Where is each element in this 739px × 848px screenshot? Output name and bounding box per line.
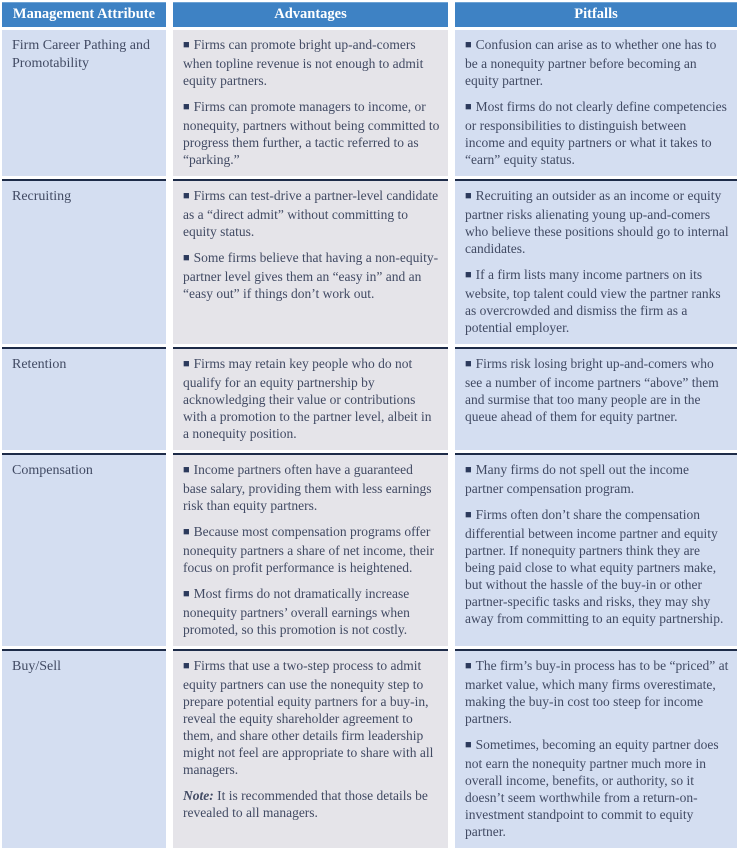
bullet-item: ■ If a firm lists many income partners on its website, top talent could view the partner ranks as overcrowded and dismiss the firm as a potential employer. bbox=[465, 267, 721, 335]
table-row bbox=[2, 649, 737, 848]
attribute-cell bbox=[2, 179, 166, 344]
attribute-label: Recruiting bbox=[12, 189, 72, 204]
pitfalls-cell bbox=[455, 30, 737, 176]
header-advantages: Advantages bbox=[173, 2, 448, 27]
bullet-item: ■ Recruiting an outsider as an income or equity partner risks alienating young up-and-comers who believe these positions should go to internal candidates. bbox=[465, 188, 729, 256]
header-management-attribute: Management Attribute bbox=[2, 2, 166, 27]
bullet-item: ■ Confusion can arise as to whether one has to be a nonequity partner before becoming an equity partner. bbox=[465, 37, 717, 88]
advantages-cell bbox=[173, 347, 448, 450]
bullet-item: ■ Some firms believe that having a non-equity-partner level gives them an “easy in” and an “easy out” if things don’t work out. bbox=[183, 250, 439, 301]
attribute-cell bbox=[2, 453, 166, 646]
pitfalls-cell bbox=[455, 649, 737, 848]
square-bullet-icon: ■ bbox=[183, 588, 190, 600]
attribute-label: Buy/Sell bbox=[12, 659, 62, 674]
attribute-label: Compensation bbox=[12, 463, 93, 478]
pitfalls-cell bbox=[455, 179, 737, 344]
attribute-label: Firm Career Pathing and Promotability bbox=[12, 38, 151, 71]
square-bullet-icon: ■ bbox=[465, 269, 472, 281]
square-bullet-icon: ■ bbox=[183, 190, 190, 202]
bullet-item: ■ Many firms do not spell out the income partner compensation program. bbox=[465, 462, 689, 496]
square-bullet-icon: ■ bbox=[465, 660, 472, 672]
bullet-item: ■ Firms risk losing bright up-and-comers who see a number of income partners “above” them and surmise that too many people are in the queue ahead of them for equity partner. bbox=[465, 356, 719, 424]
pitfalls-cell bbox=[455, 347, 737, 450]
square-bullet-icon: ■ bbox=[465, 464, 472, 476]
square-bullet-icon: ■ bbox=[183, 252, 190, 264]
square-bullet-icon: ■ bbox=[465, 39, 472, 51]
table-row bbox=[2, 179, 737, 344]
attribute-cell bbox=[2, 649, 166, 848]
bullet-item: ■ Firms can test-drive a partner-level candidate as a “direct admit” without committing to equity status. bbox=[183, 188, 439, 239]
square-bullet-icon: ■ bbox=[183, 101, 190, 113]
advantages-cell bbox=[173, 179, 448, 344]
square-bullet-icon: ■ bbox=[465, 509, 472, 521]
bullet-item: ■ Because most compensation programs offer nonequity partners a share of net income, their focus on profit performance is heightened. bbox=[183, 524, 435, 575]
bullet-item: ■ Income partners often have a guaranteed base salary, providing them with less earnings risk than equity partners. bbox=[183, 462, 432, 513]
bullet-item: ■ Firms may retain key people who do not qualify for an equity partnership by acknowledging their value or contributions with a promotion to the partner level, albeit in a nonequity position. bbox=[183, 356, 432, 441]
square-bullet-icon: ■ bbox=[183, 358, 190, 370]
square-bullet-icon: ■ bbox=[465, 101, 472, 113]
square-bullet-icon: ■ bbox=[183, 526, 190, 538]
note-label: Note: bbox=[183, 788, 214, 803]
bullet-item: ■ Firms often don’t share the compensation differential between income partner and equity partner. If nonequity partners think they are being paid close to what equity partners make, but without the hassle of the buy-in or other partner-specific tasks and risks, they may shy away from committing to an equity partnership. bbox=[465, 507, 724, 626]
bullet-item: ■ Sometimes, becoming an equity partner does not earn the nonequity partner much more in overall income, benefits, or authority, so it doesn’t seem worthwhile from a return-on-investment standpoint to commit to equity partner. bbox=[465, 737, 719, 839]
note-paragraph: Note: It is recommended that those details be revealed to all managers. bbox=[183, 788, 428, 820]
bullet-item: ■ Firms can promote managers to income, or nonequity, partners without being committed to progress them further, a tactic referred to as “parking.” bbox=[183, 99, 440, 167]
comparison-table bbox=[2, 2, 737, 848]
advantages-cell bbox=[173, 30, 448, 176]
square-bullet-icon: ■ bbox=[465, 358, 472, 370]
square-bullet-icon: ■ bbox=[183, 39, 190, 51]
advantages-cell bbox=[173, 649, 448, 848]
square-bullet-icon: ■ bbox=[183, 464, 190, 476]
attribute-label: Retention bbox=[12, 357, 67, 372]
bullet-item: ■ Firms can promote bright up-and-comers when topline revenue is not enough to admit equity partners. bbox=[183, 37, 424, 88]
square-bullet-icon: ■ bbox=[465, 739, 472, 751]
pitfalls-cell bbox=[455, 453, 737, 646]
table-row bbox=[2, 30, 737, 176]
bullet-item: ■ Most firms do not clearly define competencies or responsibilities to distinguish between income and equity partners or what it takes to “earn” equity status. bbox=[465, 99, 727, 167]
bullet-item: ■ Firms that use a two-step process to admit equity partners can use the nonequity step to prepare potential equity partners for a buy-in, reveal the equity shareholder agreement to them, and share other details firm leadership might not feel are appropriate to share with all managers. bbox=[183, 658, 434, 777]
table-row bbox=[2, 453, 737, 646]
square-bullet-icon: ■ bbox=[465, 190, 472, 202]
attribute-cell bbox=[2, 347, 166, 450]
table-row bbox=[2, 347, 737, 450]
square-bullet-icon: ■ bbox=[183, 660, 190, 672]
table-header-row bbox=[2, 2, 737, 27]
attribute-cell bbox=[2, 30, 166, 176]
bullet-item: ■ The firm’s buy-in process has to be “priced” at market value, which many firms overestimate, making the buy-in cost too steep for income partners. bbox=[465, 658, 729, 726]
header-pitfalls: Pitfalls bbox=[455, 2, 737, 27]
advantages-cell bbox=[173, 453, 448, 646]
table-body bbox=[2, 30, 737, 848]
bullet-item: ■ Most firms do not dramatically increase nonequity partners’ overall earnings when promoted, so this promotion is not costly. bbox=[183, 586, 410, 637]
